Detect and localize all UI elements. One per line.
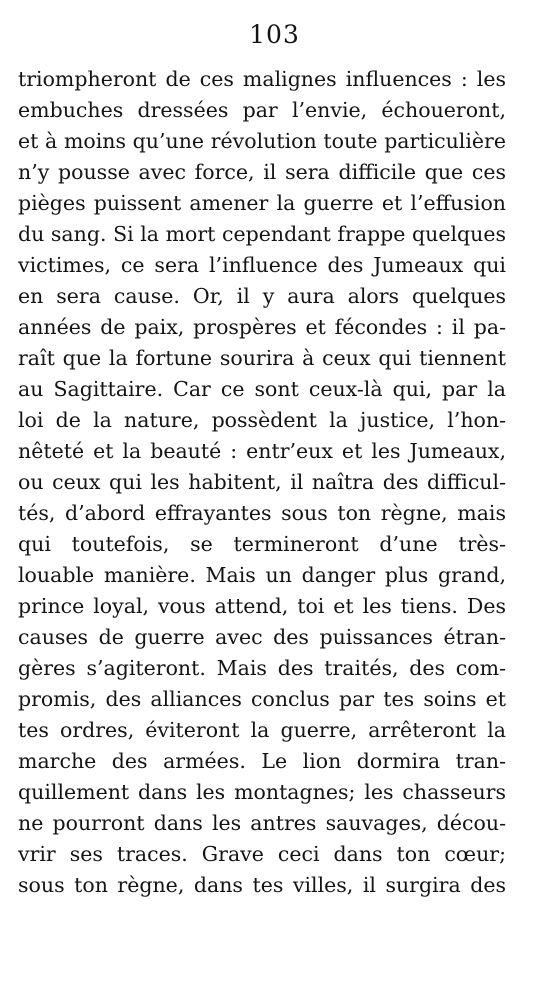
page-text bbox=[18, 64, 506, 901]
page-number: 103 bbox=[249, 20, 300, 49]
text-line: embuches dressées par l’envie, échoueront, bbox=[18, 98, 506, 122]
text-line: prince loyal, vous attend, toi et les tiens. Des bbox=[18, 594, 506, 618]
text-line: triompheront de ces malignes influences : les bbox=[18, 67, 506, 91]
text-line: sous ton règne, dans tes villes, il surgira des bbox=[18, 873, 506, 897]
text-line: et à moins qu’une révolution toute particulière bbox=[18, 129, 506, 153]
text-line: loi de la nature, possèdent la justice, l’hon- bbox=[18, 408, 506, 432]
text-line: au Sagittaire. Car ce sont ceux-là qui, par la bbox=[18, 377, 506, 401]
text-line: victimes, ce sera l’influence des Jumeaux qui bbox=[18, 253, 506, 277]
text-line: louable manière. Mais un danger plus grand, bbox=[18, 563, 506, 587]
text-line: tés, d’abord effrayantes sous ton règne, mais bbox=[18, 501, 506, 525]
text-line: promis, des alliances conclus par tes soins et bbox=[18, 687, 506, 711]
text-line: du sang. Si la mort cependant frappe quelques bbox=[18, 222, 506, 246]
text-line: vrir ses traces. Grave ceci dans ton cœur; bbox=[18, 842, 506, 866]
text-line: gères s’agiteront. Mais des traités, des com- bbox=[18, 656, 506, 680]
text-line: ou ceux qui les habitent, il naîtra des difficul- bbox=[18, 470, 506, 494]
text-line: ne pourront dans les antres sauvages, décou- bbox=[18, 811, 506, 835]
text-line: pièges puissent amener la guerre et l’effusion bbox=[18, 191, 506, 215]
text-line: qui toutefois, se termineront d’une très- bbox=[18, 532, 506, 556]
text-line: raît que la fortune sourira à ceux qui tiennent bbox=[18, 346, 506, 370]
text-line: tes ordres, éviteront la guerre, arrêteront la bbox=[18, 718, 506, 742]
text-line: n’y pousse avec force, il sera difficile que ces bbox=[18, 160, 506, 184]
text-line: marche des armées. Le lion dormira tran- bbox=[18, 749, 506, 773]
text-line: en sera cause. Or, il y aura alors quelques bbox=[18, 284, 506, 308]
text-line: nêteté et la beauté : entr’eux et les Jumeaux, bbox=[18, 439, 506, 463]
text-line: années de paix, prospères et fécondes : il pa- bbox=[18, 315, 506, 339]
text-line: quillement dans les montagnes; les chasseurs bbox=[18, 780, 506, 804]
text-line: causes de guerre avec des puissances étran- bbox=[18, 625, 506, 649]
